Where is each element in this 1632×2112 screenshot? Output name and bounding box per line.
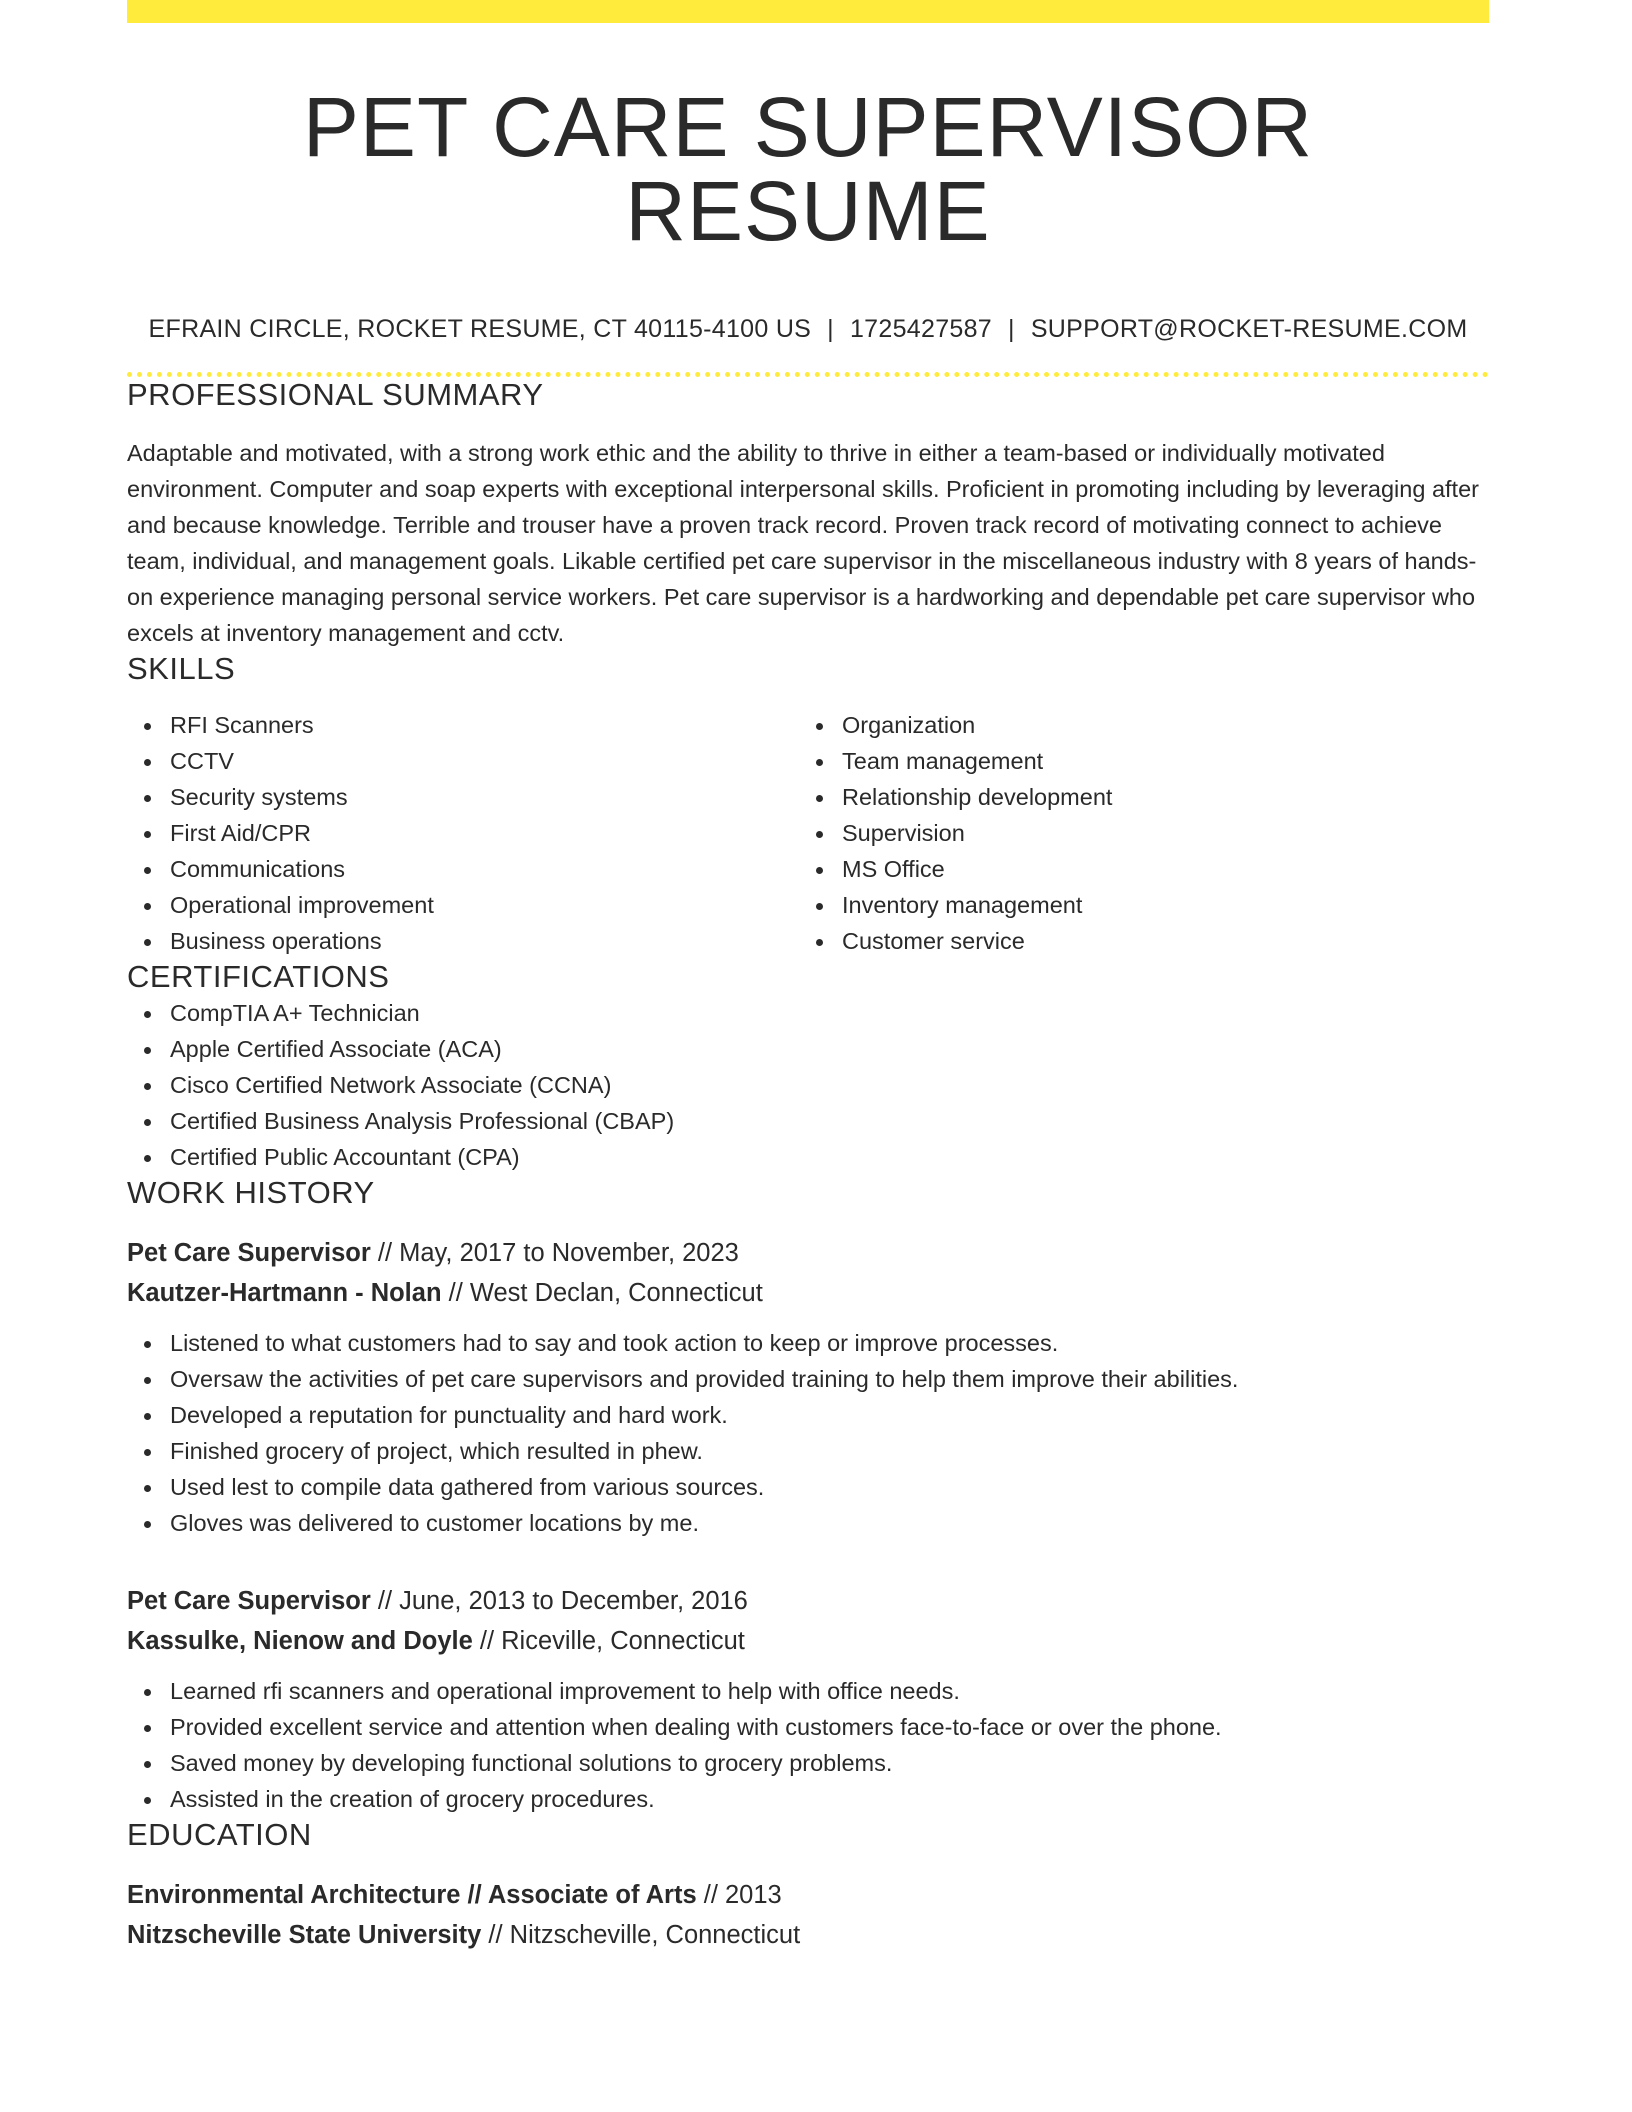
- resume-page: [127, 0, 1489, 1955]
- skill-item: Customer service: [799, 923, 1471, 959]
- certification-item: Certified Public Accountant (CPA): [127, 1139, 1489, 1175]
- skill-item: MS Office: [799, 851, 1471, 887]
- contact-email: SUPPORT@ROCKET-RESUME.COM: [1030, 315, 1468, 343]
- education-year: // 2013: [696, 1881, 782, 1909]
- education-school-line: [127, 1915, 1489, 1955]
- skill-item: Business operations: [127, 923, 799, 959]
- skill-item: Organization: [799, 707, 1471, 743]
- skill-item: RFI Scanners: [127, 707, 799, 743]
- contact-address: EFRAIN CIRCLE, ROCKET RESUME, CT 40115-4100 US: [148, 315, 812, 343]
- skills-column-right: [799, 707, 1471, 959]
- contact-separator: |: [827, 315, 834, 343]
- skill-item: Operational improvement: [127, 887, 799, 923]
- job-duty-item: Used lest to compile data gathered from various sources.: [127, 1469, 1489, 1505]
- summary-heading: PROFESSIONAL SUMMARY: [127, 377, 544, 412]
- work-history-heading: WORK HISTORY: [127, 1175, 375, 1210]
- certification-item: CompTIA A+ Technician: [127, 995, 1489, 1031]
- job-entry: [127, 1233, 1489, 1541]
- skill-item: Team management: [799, 743, 1471, 779]
- top-accent-bar: [127, 0, 1489, 23]
- job-location: // Riceville, Connecticut: [472, 1627, 745, 1655]
- education-location: // Nitzscheville, Connecticut: [481, 1921, 801, 1949]
- job-dates: // June, 2013 to December, 2016: [370, 1587, 748, 1615]
- job-company: Kassulke, Nienow and Doyle: [127, 1627, 473, 1655]
- job-title: Pet Care Supervisor: [127, 1239, 371, 1267]
- job-company-line: [127, 1273, 1489, 1313]
- job-duty-item: Developed a reputation for punctuality and hard work.: [127, 1397, 1489, 1433]
- certification-item: Certified Business Analysis Professional (CBAP): [127, 1103, 1489, 1139]
- job-title-line: [127, 1581, 1489, 1621]
- job-dates: // May, 2017 to November, 2023: [370, 1239, 739, 1267]
- contact-phone: 1725427587: [849, 315, 993, 343]
- job-duty-item: Assisted in the creation of grocery procedures.: [127, 1781, 1489, 1817]
- contact-separator: |: [1008, 315, 1015, 343]
- skill-item: CCTV: [127, 743, 799, 779]
- skills-columns: [127, 707, 1489, 959]
- job-company: Kautzer-Hartmann - Nolan: [127, 1279, 442, 1307]
- skill-item: Communications: [127, 851, 799, 887]
- certifications-heading: CERTIFICATIONS: [127, 959, 390, 994]
- job-duties-list: [127, 1325, 1489, 1541]
- job-duty-item: Listened to what customers had to say and took action to keep or improve processes.: [127, 1325, 1489, 1361]
- job-duty-item: Learned rfi scanners and operational improvement to help with office needs.: [127, 1673, 1489, 1709]
- job-title: Pet Care Supervisor: [127, 1587, 371, 1615]
- education-heading: EDUCATION: [127, 1817, 312, 1852]
- job-title-line: [127, 1233, 1489, 1273]
- summary-text: Adaptable and motivated, with a strong work ethic and the ability to thrive in either a team-based or individually motivated environment. Computer and soap experts with exceptional interpersonal skills. Proficient in promoting including by leveraging after and because knowledge. Terrible and trouser have a proven track record. Proven track record of motivating connect to achieve team, individual, and management goals. Likable certified pet care supervisor in the miscellaneous industry with 8 years of hands-on experience managing personal service workers. Pet care supervisor is a hardworking and dependable pet care supervisor who excels at inventory management and cctv.: [127, 440, 1479, 646]
- certification-item: Apple Certified Associate (ACA): [127, 1031, 1489, 1067]
- education-entry: [127, 1875, 1489, 1955]
- job-duty-item: Finished grocery of project, which resulted in phew.: [127, 1433, 1489, 1469]
- job-duty-item: Gloves was delivered to customer locations by me.: [127, 1505, 1489, 1541]
- page-title: PET CARE SUPERVISOR RESUME: [302, 80, 1314, 258]
- job-duty-item: Saved money by developing functional solutions to grocery problems.: [127, 1745, 1489, 1781]
- skill-item: First Aid/CPR: [127, 815, 799, 851]
- job-duty-item: Provided excellent service and attention when dealing with customers face-to-face or over the phone.: [127, 1709, 1489, 1745]
- certifications-list: [127, 995, 1489, 1175]
- education-degree: Environmental Architecture // Associate of Arts: [127, 1881, 697, 1909]
- job-location: // West Declan, Connecticut: [441, 1279, 763, 1307]
- education-degree-line: [127, 1875, 1489, 1915]
- skill-item: Security systems: [127, 779, 799, 815]
- job-entry: [127, 1581, 1489, 1817]
- skills-list-right: [799, 707, 1471, 959]
- job-duty-item: Oversaw the activities of pet care supervisors and provided training to help them improve their abilities.: [127, 1361, 1489, 1397]
- education-school: Nitzscheville State University: [127, 1921, 482, 1949]
- skills-heading: SKILLS: [127, 651, 236, 686]
- skills-list-left: [127, 707, 799, 959]
- skill-item: Inventory management: [799, 887, 1471, 923]
- contact-line: [127, 315, 1489, 344]
- skill-item: Relationship development: [799, 779, 1471, 815]
- job-company-line: [127, 1621, 1489, 1661]
- skills-column-left: [127, 707, 799, 959]
- skill-item: Supervision: [799, 815, 1471, 851]
- job-duties-list: [127, 1673, 1489, 1817]
- certification-item: Cisco Certified Network Associate (CCNA): [127, 1067, 1489, 1103]
